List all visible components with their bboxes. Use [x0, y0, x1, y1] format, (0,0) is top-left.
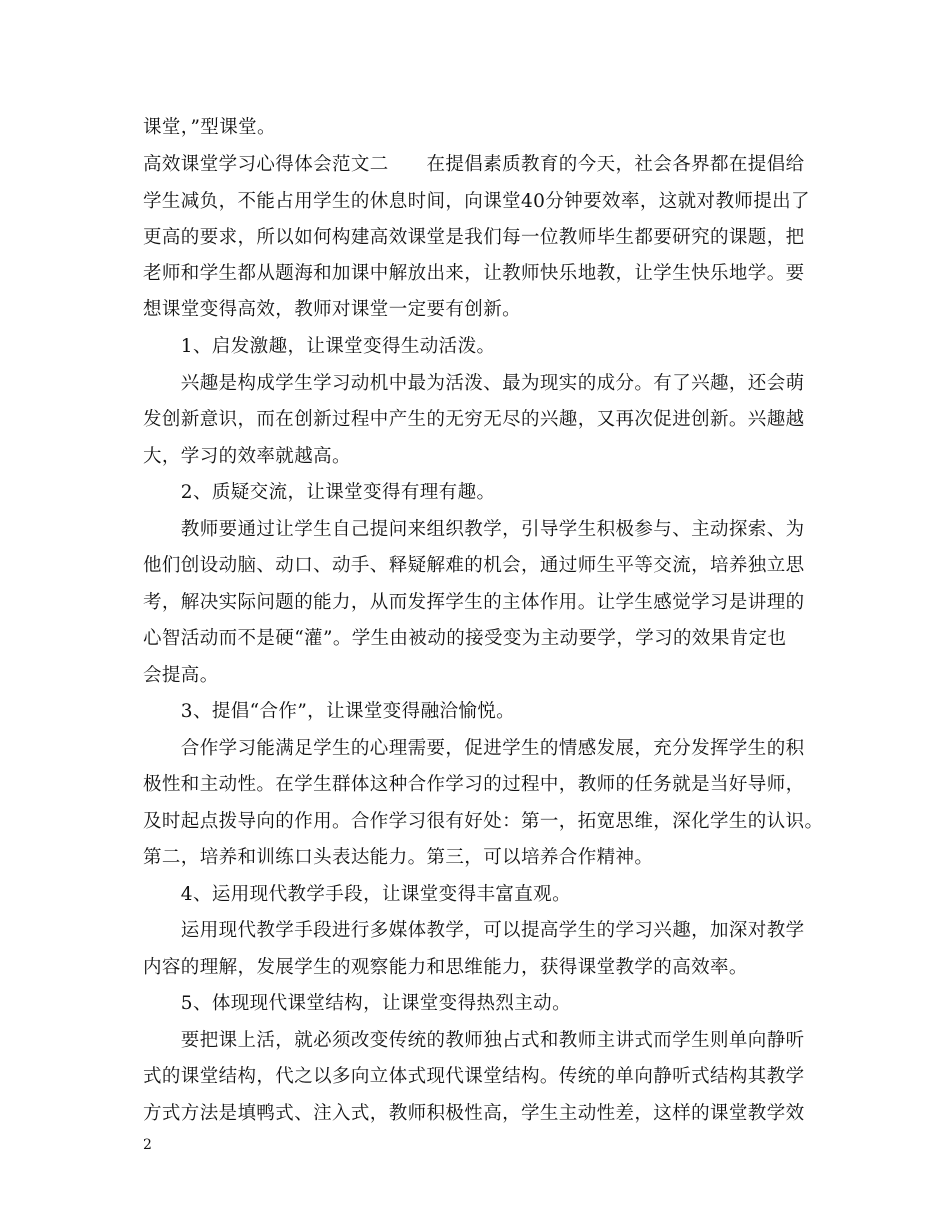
text-line: 式的课堂结构，代之以多向立体式现代课堂结构。传统的单向静听式结构其教学 — [143, 1066, 805, 1087]
text-line: 教师要通过让学生自己提问来组织教学，引导学生积极参与、主动探索、为 — [143, 519, 805, 540]
list-heading: 1、启发激趣，让课堂变得生动活泼。 — [143, 336, 496, 357]
list-heading: 4、运用现代教学手段，让课堂变得丰富直观。 — [143, 884, 571, 905]
page-number: 2 — [143, 1137, 152, 1153]
text-line: 兴趣是构成学生学习动机中最为活泼、最为现实的成分。有了兴趣，还会萌 — [143, 373, 805, 394]
text-line: 心智活动而不是硬“灌”。学生由被动的接受变为主动要学，学习的效果肯定也 — [143, 628, 787, 649]
text-line: 发创新意识，而在创新过程中产生的无穷无尽的兴趣，又再次促进创新。兴趣越 — [143, 409, 805, 430]
text-line: 内容的理解，发展学生的观察能力和思维能力，获得课堂教学的高效率。 — [143, 957, 748, 978]
text-line: 课堂，”型课堂。 — [143, 117, 276, 138]
text-line: 极性和主动性。在学生群体这种合作学习的过程中，教师的任务就是当好导师， — [143, 774, 805, 795]
text-line: 他们创设动脑、动口、动手、释疑解难的机会，通过师生平等交流，培养独立思 — [143, 555, 805, 576]
text-line: 会提高。 — [143, 665, 219, 686]
text-line: 合作学习能满足学生的心理需要，促进学生的情感发展，充分发挥学生的积 — [143, 738, 805, 759]
text-line: 及时起点拨导向的作用。合作学习很有好处：第一，拓宽思维，深化学生的认识。 — [143, 811, 824, 832]
text-line: 高效课堂学习心得体会范文二 在提倡素质教育的今天，社会各界都在提倡给 — [143, 154, 805, 175]
list-heading: 2、质疑交流，让课堂变得有理有趣。 — [143, 482, 496, 503]
text-line: 更高的要求，所以如何构建高效课堂是我们每一位教师毕生都要研究的课题，把 — [143, 227, 805, 248]
list-heading: 5、体现现代课堂结构，让课堂变得热烈主动。 — [143, 993, 571, 1014]
text-line: 第二，培养和训练口头表达能力。第三，可以培养合作精神。 — [143, 847, 654, 868]
text-line: 学生减负，不能占用学生的休息时间，向课堂40分钟要效率，这就对教师提出了 — [143, 191, 810, 212]
text-line: 大，学习的效率就越高。 — [143, 446, 351, 467]
text-line: 方式方法是填鸭式、注入式，教师积极性高，学生主动性差，这样的课堂教学效 — [143, 1103, 805, 1124]
text-line: 想课堂变得高效，教师对课堂一定要有创新。 — [143, 299, 522, 320]
text-line: 运用现代教学手段进行多媒体教学，可以提高学生的学习兴趣，加深对教学 — [143, 920, 805, 941]
text-line: 要把课上活，就必须改变传统的教师独占式和教师主讲式而学生则单向静听 — [143, 1030, 805, 1051]
list-heading: 3、提倡“合作”，让课堂变得融洽愉悦。 — [143, 701, 516, 722]
text-line: 考，解决实际问题的能力，从而发挥学生的主体作用。让学生感觉学习是讲理的 — [143, 592, 805, 613]
text-line: 老师和学生都从题海和加课中解放出来，让教师快乐地教，让学生快乐地学。要 — [143, 263, 805, 284]
